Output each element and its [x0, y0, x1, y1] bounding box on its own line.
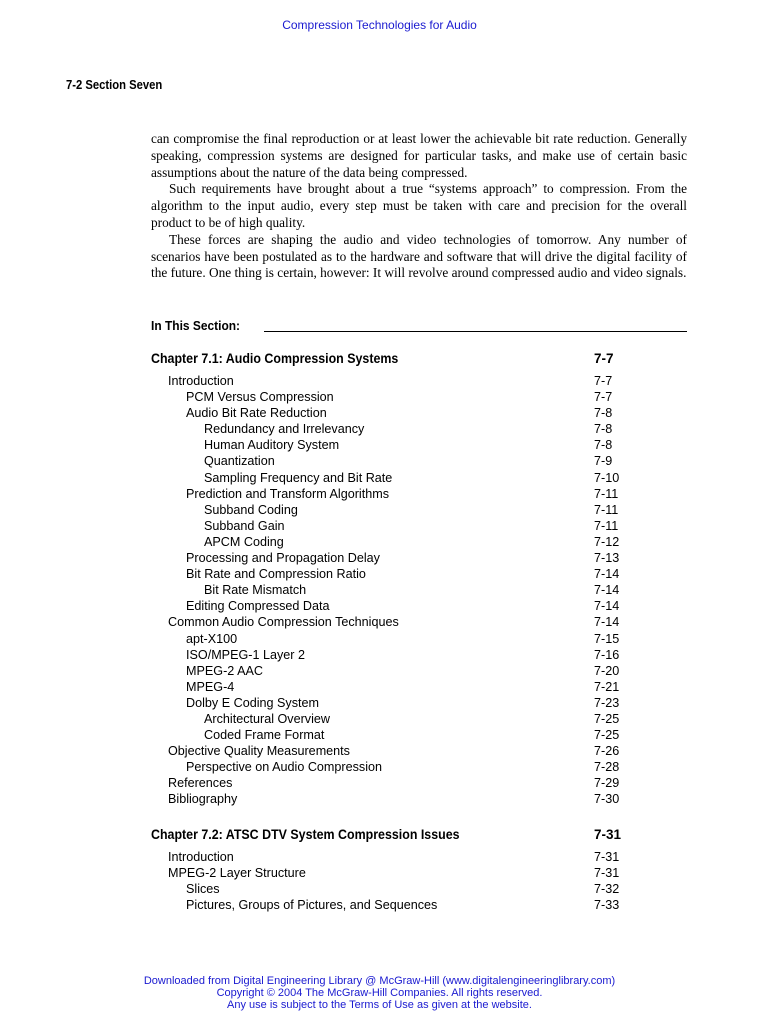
toc-entry-label: Bit Rate Mismatch — [204, 583, 307, 598]
toc-entry-label: PCM Versus Compression — [186, 390, 334, 405]
toc-entry-page: 7-12 — [594, 534, 620, 549]
toc-entry[interactable] — [151, 373, 627, 389]
toc-entry-label: Coded Frame Format — [204, 728, 325, 743]
toc-entry[interactable] — [151, 582, 627, 598]
toc-entry[interactable] — [151, 849, 627, 865]
toc-entry-label: References — [168, 776, 233, 791]
body-text — [151, 131, 687, 282]
toc-entry-label: Editing Compressed Data — [186, 599, 330, 614]
toc-entry-label: Objective Quality Measurements — [168, 744, 350, 759]
toc-entry-label: Perspective on Audio Compression — [186, 760, 383, 775]
footer-download-link[interactable]: Downloaded from Digital Engineering Library @ McGraw-Hill (www.digitalengineeringlibrary.com) — [143, 975, 616, 987]
toc-entry-page: 7-30 — [594, 792, 620, 807]
toc-entry[interactable] — [151, 881, 627, 897]
toc-entry-label: Bibliography — [168, 792, 238, 807]
toc-entry[interactable] — [151, 865, 627, 881]
toc-entry-label: Quantization — [204, 454, 275, 469]
paragraph: Such requirements have brought about a true “systems approach” to compression. From the algorithm to the input audio, every step must be taken with care and precision for the overall product to be of high quality. — [151, 181, 687, 230]
toc-entry[interactable] — [151, 727, 627, 743]
toc-list — [151, 373, 627, 808]
toc-entry-label: MPEG-2 Layer Structure — [168, 866, 306, 881]
toc-entry-page: 7-15 — [594, 631, 620, 646]
toc-entry-page: 7-25 — [594, 711, 620, 726]
toc-entry-label: Introduction — [168, 850, 234, 864]
running-head: 7-2 Section Seven — [66, 78, 163, 92]
toc-entry-page: 7-10 — [594, 470, 620, 485]
toc-entry-label: Bit Rate and Compression Ratio — [186, 567, 366, 582]
toc-entry-label: Subband Coding — [204, 502, 298, 517]
chapter-title: Chapter 7.1: Audio Compression Systems — [151, 351, 399, 366]
toc-entry-label: apt-X100 — [186, 631, 238, 646]
toc-entry-label: Prediction and Transform Algorithms — [186, 486, 389, 501]
toc-entry[interactable] — [151, 695, 627, 711]
toc-entry[interactable] — [151, 518, 627, 534]
toc-entry[interactable] — [151, 389, 627, 405]
toc-entry[interactable] — [151, 534, 627, 550]
toc-entry-label: Subband Gain — [204, 518, 285, 533]
chapter-heading[interactable] — [151, 351, 627, 371]
footer — [0, 976, 759, 1011]
toc-entry-label: Introduction — [168, 374, 234, 388]
toc-entry-page: 7-11 — [594, 518, 619, 533]
chapter-page: 7-7 — [594, 351, 614, 366]
toc-entry-page: 7-26 — [594, 744, 620, 759]
toc-entry[interactable] — [151, 470, 627, 486]
toc-entry[interactable] — [151, 453, 627, 469]
toc-entry-label: Architectural Overview — [204, 711, 330, 726]
toc-entry[interactable] — [151, 759, 627, 775]
toc-list — [151, 849, 627, 913]
toc-entry[interactable] — [151, 679, 627, 695]
toc-entry-page: 7-14 — [594, 599, 620, 614]
footer-copyright: Copyright © 2004 The McGraw-Hill Companies. All rights reserved. — [216, 986, 543, 999]
header-link[interactable]: Compression Technologies for Audio — [282, 18, 477, 32]
toc-entry-page: 7-8 — [594, 422, 613, 437]
toc-entry-label: Sampling Frequency and Bit Rate — [204, 470, 393, 485]
toc-entry-page: 7-7 — [594, 374, 613, 388]
paragraph: can compromise the final reproduction or at least lower the achievable bit rate reduction. Generally speaking, compression systems are designed for particular tasks, and make use of certain basic assumptions about the nature of the data being compressed. — [151, 131, 687, 180]
toc-entry-page: 7-20 — [594, 663, 620, 678]
footer-terms[interactable]: Any use is subject to the Terms of Use as given at the website. — [227, 998, 532, 1011]
toc-entry-page: 7-14 — [594, 615, 620, 630]
in-this-section-heading — [151, 317, 687, 333]
toc-entry-page: 7-31 — [594, 850, 620, 864]
toc-entry-label: Human Auditory System — [204, 438, 340, 453]
chapter-block — [151, 351, 627, 808]
chapter-heading[interactable] — [151, 827, 627, 847]
toc-entry-page: 7-31 — [594, 866, 620, 881]
toc-entry-label: APCM Coding — [204, 534, 284, 549]
toc-entry-page: 7-8 — [594, 406, 613, 421]
toc-entry-page: 7-11 — [594, 502, 619, 517]
toc-entry-label: Redundancy and Irrelevancy — [204, 422, 365, 437]
toc-entry-label: Common Audio Compression Techniques — [168, 615, 399, 630]
toc-entry[interactable] — [151, 663, 627, 679]
toc-entry-page: 7-8 — [594, 438, 613, 453]
toc-entry[interactable] — [151, 566, 627, 582]
toc-entry[interactable] — [151, 437, 627, 453]
toc-entry-page: 7-14 — [594, 567, 620, 582]
toc-entry-page: 7-21 — [594, 679, 620, 694]
toc-entry[interactable] — [151, 743, 627, 759]
toc-entry-label: Dolby E Coding System — [186, 695, 319, 710]
chapter-title: Chapter 7.2: ATSC DTV System Compression Issues — [151, 827, 460, 842]
toc-entry-page: 7-23 — [594, 695, 620, 710]
toc-entry-page: 7-11 — [594, 486, 619, 501]
chapter-block — [151, 827, 627, 913]
toc-entry[interactable] — [151, 502, 627, 518]
toc-entry-page: 7-9 — [594, 454, 613, 469]
toc-entry[interactable] — [151, 631, 627, 647]
toc-entry-label: Slices — [186, 882, 220, 897]
paragraph: These forces are shaping the audio and video technologies of tomorrow. Any number of scenarios have been postulated as to the hardware and software that will drive the digital facility of the future. One thing is certain, however: It will revolve around compressed audio and video signals. — [151, 231, 687, 281]
toc-entry-label: MPEG-4 — [186, 679, 235, 694]
toc-entry-page: 7-13 — [594, 551, 620, 566]
heading-rule — [264, 331, 687, 332]
toc-entry-page: 7-7 — [594, 390, 613, 405]
toc-entry-label: Audio Bit Rate Reduction — [186, 406, 327, 421]
toc-entry-label: ISO/MPEG-1 Layer 2 — [186, 647, 305, 662]
toc-entry[interactable] — [151, 598, 627, 614]
toc-entry[interactable] — [151, 614, 627, 630]
toc-entry[interactable] — [151, 647, 627, 663]
toc-entry[interactable] — [151, 486, 627, 502]
toc-entry-label: Processing and Propagation Delay — [186, 551, 380, 566]
toc-entry-page: 7-32 — [594, 882, 620, 897]
chapter-page: 7-31 — [594, 827, 622, 842]
toc-entry-page: 7-28 — [594, 760, 620, 775]
toc-entry-page: 7-29 — [594, 776, 620, 791]
toc-entry-label: MPEG-2 AAC — [186, 663, 263, 678]
toc-entry-page: 7-33 — [594, 898, 620, 913]
toc-entry[interactable] — [151, 421, 627, 437]
toc-entry[interactable] — [151, 405, 627, 421]
toc-entry-page: 7-25 — [594, 728, 620, 743]
toc-entry-page: 7-14 — [594, 583, 620, 598]
toc-entry[interactable] — [151, 711, 627, 727]
toc-entry-label: Pictures, Groups of Pictures, and Sequences — [186, 898, 438, 913]
toc-entry-page: 7-16 — [594, 647, 620, 662]
toc-entry[interactable] — [151, 791, 627, 807]
toc-entry[interactable] — [151, 775, 627, 791]
toc-entry[interactable] — [151, 897, 627, 913]
in-this-section-label: In This Section: — [151, 318, 241, 333]
toc-entry[interactable] — [151, 550, 627, 566]
